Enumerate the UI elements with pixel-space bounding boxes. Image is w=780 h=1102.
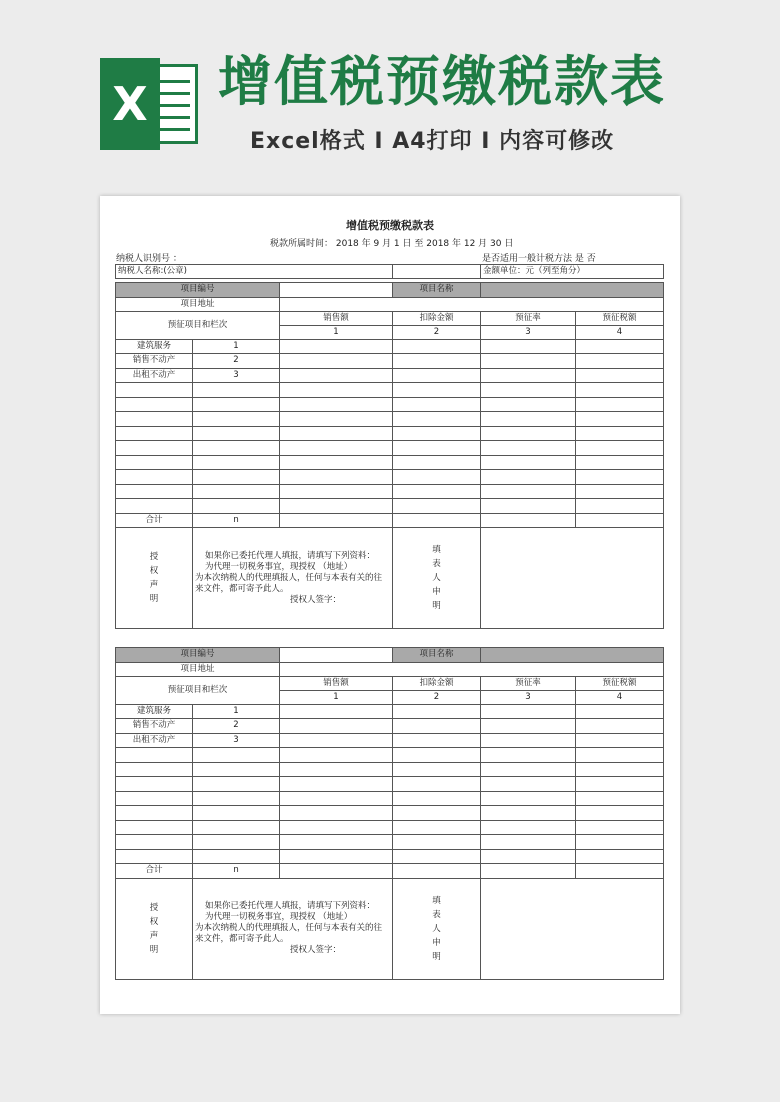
row-label: 销售不动产	[116, 719, 193, 734]
table-row	[116, 397, 664, 412]
project-addr-label: 项目地址	[116, 662, 280, 676]
filler-declaration-heading: 填 表 人 申 明	[393, 878, 481, 979]
banner-title: 增值税预缴税款表	[218, 50, 666, 113]
col-sales-header: 销售额	[280, 311, 393, 325]
project-addr-label: 项目地址	[116, 297, 280, 311]
filler-declaration-value[interactable]	[481, 878, 664, 979]
col-deduct-header: 扣除金额	[393, 676, 481, 690]
table-row	[116, 412, 664, 427]
table-row	[116, 426, 664, 441]
col-rate-header: 预征率	[481, 311, 576, 325]
table-row	[116, 470, 664, 485]
project-name-label: 项目名称	[393, 283, 481, 298]
table-row	[116, 733, 664, 748]
table-row	[116, 354, 664, 369]
row-label: 销售不动产	[116, 354, 193, 369]
col-no-1: 1	[280, 325, 393, 339]
col-tax-header: 预征税额	[576, 676, 664, 690]
table-row	[116, 849, 664, 864]
col-no-3: 3	[481, 690, 576, 704]
filler-declaration-heading: 填 表 人 申 明	[393, 528, 481, 629]
table-row	[116, 704, 664, 719]
table-row	[116, 368, 664, 383]
authorization-text: 如果你已委托代理人填报，请填写下列资料： 为代理一切税务事宜，现授权 （地址） 为本次纳税人的代理填报人，任何与本表有关的往来文件，都可寄予此人。 授权人签字：	[193, 528, 393, 629]
project-name-label: 项目名称	[393, 648, 481, 663]
col-no-1: 1	[280, 690, 393, 704]
taxpayer-id-label: 纳税人识别号 ：	[116, 254, 182, 264]
excel-icon-letter: X	[100, 58, 160, 150]
filler-declaration-value[interactable]	[481, 528, 664, 629]
row-number: 3	[193, 733, 280, 748]
table-row	[116, 791, 664, 806]
col-deduct-header: 扣除金额	[393, 311, 481, 325]
authorization-heading: 授 权 声 明	[116, 878, 193, 979]
project-no-label: 项目编号	[116, 648, 280, 663]
project-no-value[interactable]	[280, 648, 393, 663]
row-label: 出租不动产	[116, 733, 193, 748]
table-row	[116, 455, 664, 470]
prepay-item-label: 预征项目和栏次	[116, 676, 280, 704]
prepay-table-1	[115, 282, 664, 629]
table-row	[116, 777, 664, 792]
project-no-value[interactable]	[280, 283, 393, 298]
table-row	[116, 820, 664, 835]
table-row	[116, 499, 664, 514]
col-no-3: 3	[481, 325, 576, 339]
project-name-value[interactable]	[481, 283, 664, 298]
col-no-4: 4	[576, 690, 664, 704]
table-row	[116, 383, 664, 398]
table-row	[116, 484, 664, 499]
row-number: 2	[193, 719, 280, 734]
col-sales-header: 销售额	[280, 676, 393, 690]
authorization-heading: 授 权 声 明	[116, 528, 193, 629]
row-number: 3	[193, 368, 280, 383]
col-tax-header: 预征税额	[576, 311, 664, 325]
col-no-4: 4	[576, 325, 664, 339]
document-title: 增值税预缴税款表	[346, 219, 434, 232]
authorization-text: 如果你已委托代理人填报，请填写下列资料： 为代理一切税务事宜，现授权 （地址） 为本次纳税人的代理填报人，任何与本表有关的往来文件，都可寄予此人。 授权人签字：	[193, 878, 393, 979]
table-row	[116, 806, 664, 821]
total-row	[116, 864, 664, 879]
taxpayer-name-label: 纳税人名称:(公章)	[116, 265, 393, 279]
row-label: 建筑服务	[116, 339, 193, 354]
total-row	[116, 513, 664, 528]
banner-subtitle: Excel格式 I A4打印 I 内容可修改	[250, 129, 615, 154]
project-name-value[interactable]	[481, 648, 664, 663]
col-no-2: 2	[393, 690, 481, 704]
tax-method-label: 是否适用一般计税方法 是 否	[482, 254, 596, 264]
table-row	[116, 835, 664, 850]
taxpayer-info-table	[115, 264, 664, 279]
row-label: 出租不动产	[116, 368, 193, 383]
total-label: 合计	[116, 864, 193, 879]
total-label: 合计	[116, 513, 193, 528]
row-number: 2	[193, 354, 280, 369]
col-rate-header: 预征率	[481, 676, 576, 690]
excel-icon	[100, 58, 198, 150]
table-row	[116, 719, 664, 734]
banner	[0, 0, 780, 190]
total-number: n	[193, 513, 280, 528]
table-row	[116, 339, 664, 354]
row-number: 1	[193, 704, 280, 719]
row-label: 建筑服务	[116, 704, 193, 719]
prepay-table-2	[115, 647, 664, 980]
project-addr-value[interactable]	[280, 297, 664, 311]
amount-unit-label: 金额单位：元（列至角分）	[481, 265, 664, 279]
table-row	[116, 762, 664, 777]
project-addr-value[interactable]	[280, 662, 664, 676]
col-no-2: 2	[393, 325, 481, 339]
tax-period: 税款所属时间： 2018 年 9 月 1 日 至 2018 年 12 月 30 日	[270, 239, 514, 249]
total-number: n	[193, 864, 280, 879]
document-sheet	[100, 196, 680, 1014]
row-number: 1	[193, 339, 280, 354]
taxpayer-name-value[interactable]	[393, 265, 481, 279]
table-row	[116, 748, 664, 763]
project-no-label: 项目编号	[116, 283, 280, 298]
table-row	[116, 441, 664, 456]
prepay-item-label: 预征项目和栏次	[116, 311, 280, 339]
